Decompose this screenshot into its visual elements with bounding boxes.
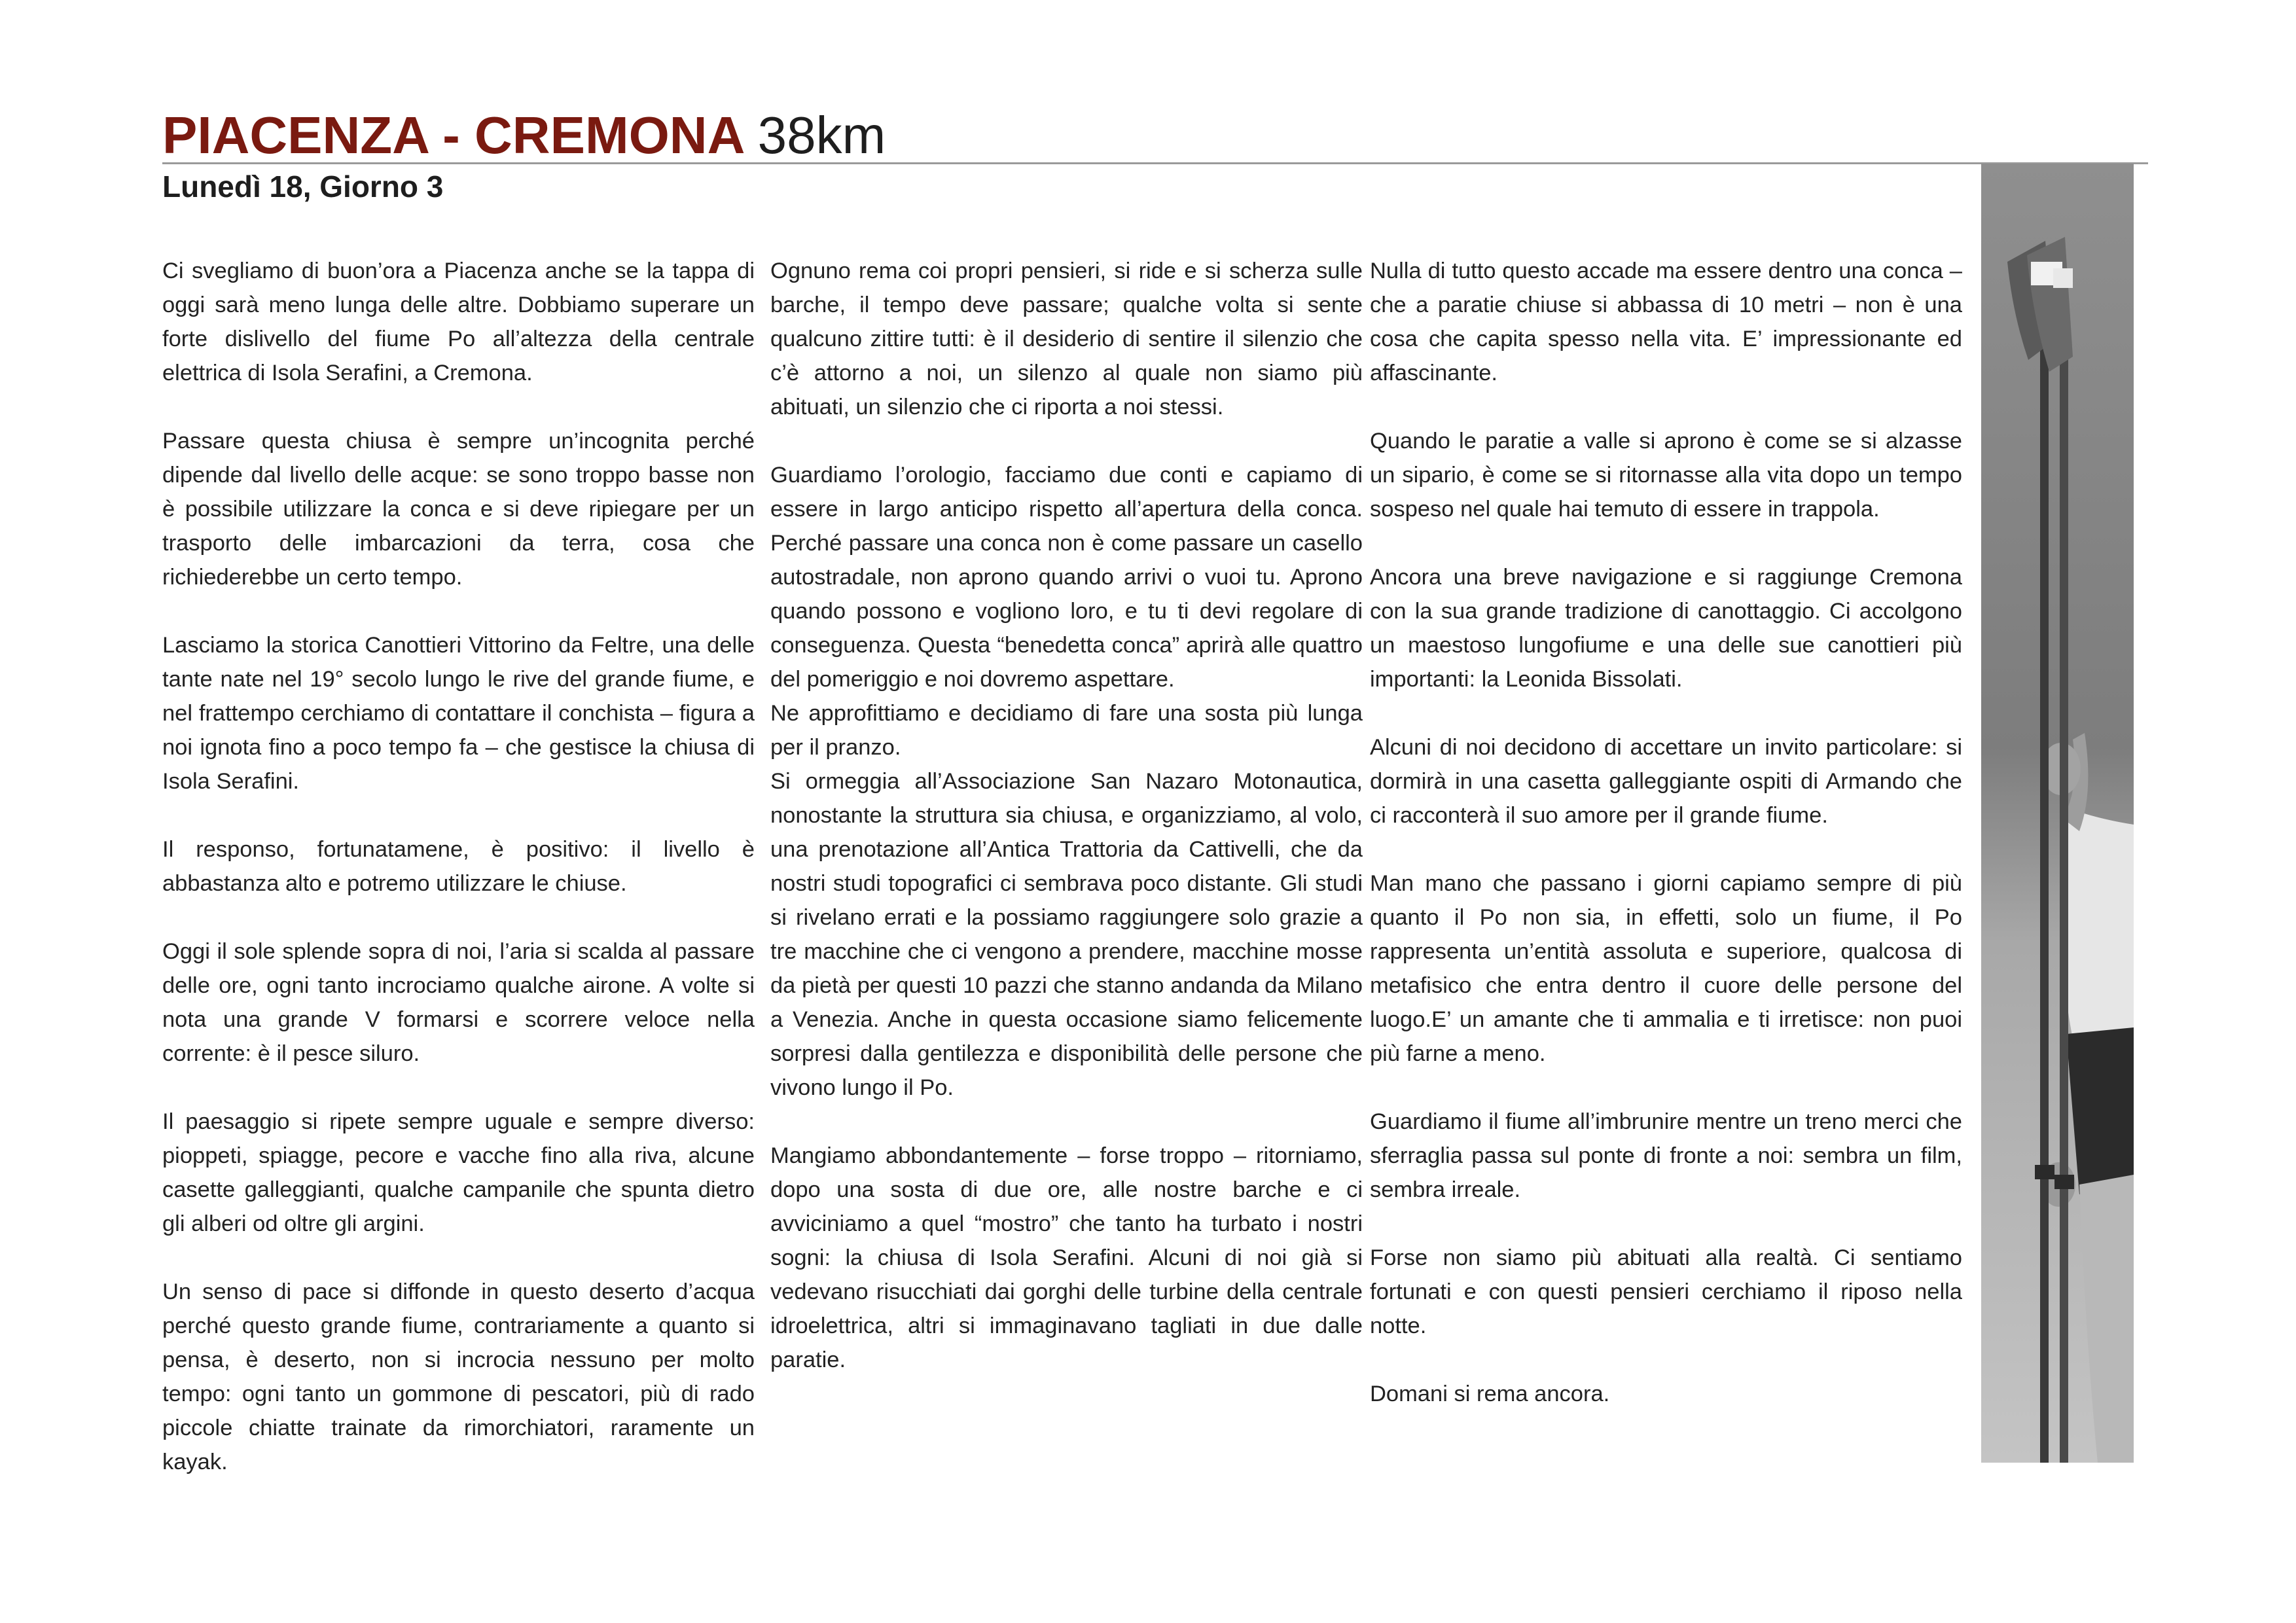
day-subtitle: Lunedì 18, Giorno 3 bbox=[162, 169, 444, 204]
route-name: PIACENZA - CREMONA bbox=[162, 106, 744, 164]
paragraph: Nulla di tutto questo accade ma essere dentro una conca – che a paratie chiuse si abbassa di 10 metri – non è una cosa che capita spesso nella vita. E’ impressionante ed affascinante. bbox=[1370, 259, 1962, 385]
paragraph: Un senso di pace si diffonde in questo deserto d’acqua perché questo grande fiume, contrariamente a quanto si pensa, è deserto, non si incrocia nessuno per molto tempo: ogni tanto un gommone di pescatori, più di rado piccole chiatte trainate da rimorchiatori, raramente un kayak. bbox=[162, 1279, 755, 1474]
paragraph: Quando le paratie a valle si aprono è come se si alzasse un sipario, è come se si ritornasse alla vita dopo un tempo sospeso nel quale hai temuto di essere in trappola. bbox=[1370, 429, 1962, 522]
paragraph: Lasciamo la storica Canottieri Vittorino da Feltre, una delle tante nate nel 19° secolo lungo le rive del grande fiume, e nel frattempo cerchiamo di contattare il conchista – figura a noi ignota fino a poco tempo fa – che gestisce la chiusa di Isola Serafini. bbox=[162, 633, 755, 794]
paragraph: Ognuno rema coi propri pensieri, si ride e si scherza sulle barche, il tempo deve passare; qualche volta si sente qualcuno zittire tutti: è il desiderio di sentire il silenzio che c’è attorno a noi, un silenzo al quale non siamo più abituati, un silenzio che ci riporta a noi stessi. bbox=[770, 259, 1363, 419]
text-column-2 bbox=[770, 254, 1363, 1411]
paragraph: Guardiamo il fiume all’imbrunire mentre un treno merci che sferraglia passa sul ponte di fronte a noi: sembra un film, sembra irreale. bbox=[1370, 1109, 1962, 1202]
text-column-1 bbox=[162, 254, 755, 1513]
page-title bbox=[162, 106, 886, 165]
rower-oars-illustration bbox=[1981, 164, 2134, 1463]
paragraph: Il responso, fortunatamene, è positivo: il livello è abbastanza alto e potremo utilizzare le chiuse. bbox=[162, 837, 755, 896]
paragraph: Oggi il sole splende sopra di noi, l’aria si scalda al passare delle ore, ogni tanto incrociamo qualche airone. A volte si nota una grande V formarsi e scorrere veloce nella corrente: è il pesce siluro. bbox=[162, 939, 755, 1066]
paragraph: Ci svegliamo di buon’ora a Piacenza anche se la tappa di oggi sarà meno lunga delle altre. Dobbiamo superare un forte dislivello del fiume Po all’altezza della centrale elettrica di Isola Serafini, a Cremona. bbox=[162, 259, 755, 385]
route-distance: 38km bbox=[757, 106, 886, 164]
paragraph: Il paesaggio si ripete sempre uguale e sempre diverso: pioppeti, spiagge, pecore e vacche fino alla riva, alcune casette galleggianti, qualche campanile che spunta dietro gli alberi od oltre gli argini. bbox=[162, 1109, 755, 1236]
text-column-3 bbox=[1370, 254, 1962, 1445]
paragraph: Si ormeggia all’Associazione San Nazaro Motonautica, nonostante la struttura sia chiusa, e organizziamo, al volo, una prenotazione all’Antica Trattoria da Cattivelli, che da nostri studi topografici ci sembrava poco distante. Gli studi si rivelano errati e la possiamo raggiungere solo grazie a tre macchine che ci vengono a prendere, macchine mosse da pietà per questi 10 pazzi che stanno andanda da Milano a Venezia. Anche in questa occasione siamo felicemente sorpresi dalla gentilezza e disponibilità delle persone che vivono lungo il Po. bbox=[770, 769, 1363, 1100]
paragraph: Ne approfittiamo e decidiamo di fare una sosta più lunga per il pranzo. bbox=[770, 701, 1363, 760]
paragraph: Passare questa chiusa è sempre un’incognita perché dipende dal livello delle acque: se sono troppo basse non è possibile utilizzare la conca e si deve ripiegare per un trasporto delle imbarcazioni da terra, cosa che richiederebbe un certo tempo. bbox=[162, 429, 755, 590]
paragraph: Forse non siamo più abituati alla realtà. Ci sentiamo fortunati e con questi pensieri cerchiamo il riposo nella notte. bbox=[1370, 1245, 1962, 1338]
paragraph: Ancora una breve navigazione e si raggiunge Cremona con la sua grande tradizione di canottaggio. Ci accolgono un maestoso lungofiume e una delle sue canottieri più importanti: la Leonida Bissolati. bbox=[1370, 565, 1962, 692]
title-divider bbox=[162, 162, 2148, 164]
paragraph: Domani si rema ancora. bbox=[1370, 1382, 1610, 1406]
paragraph: Guardiamo l’orologio, facciamo due conti e capiamo di essere in largo anticipo rispetto all’apertura della conca. Perché passare una conca non è come passare un casello autostradale, non aprono quando arrivi o vuoi tu. Aprono quando possono e vogliono loro, e tu ti devi regolare di conseguenza. Questa “benedetta conca” aprirà alle quattro del pomeriggio e noi dovremo aspettare. bbox=[770, 463, 1363, 692]
paragraph: Man mano che passano i giorni capiamo sempre di più quanto il Po non sia, in effetti, solo un fiume, il Po rappresenta un’entità assoluta e superiore, qualcosa di metafisico che entra dentro il cuore delle persone del luogo.E’ un amante che ti ammalia e ti irretisce: non puoi più farne a meno. bbox=[1370, 871, 1962, 1066]
paragraph: Mangiamo abbondantemente – forse troppo – ritorniamo, dopo una sosta di due ore, alle nostre barche e ci avviciniamo a quel “mostro” che tanto ha turbato i nostri sogni: la chiusa di Isola Serafini. Alcuni di noi già si vedevano risucchiati dai gorghi delle turbine della centrale idroelettrica, altri si immaginavano tagliati in due dalle paratie. bbox=[770, 1143, 1363, 1372]
paragraph: Alcuni di noi decidono di accettare un invito particolare: si dormirà in una casetta galleggiante ospiti di Armando che ci racconterà il suo amore per il grande fiume. bbox=[1370, 735, 1962, 828]
rower-oars-photo bbox=[1981, 164, 2134, 1463]
